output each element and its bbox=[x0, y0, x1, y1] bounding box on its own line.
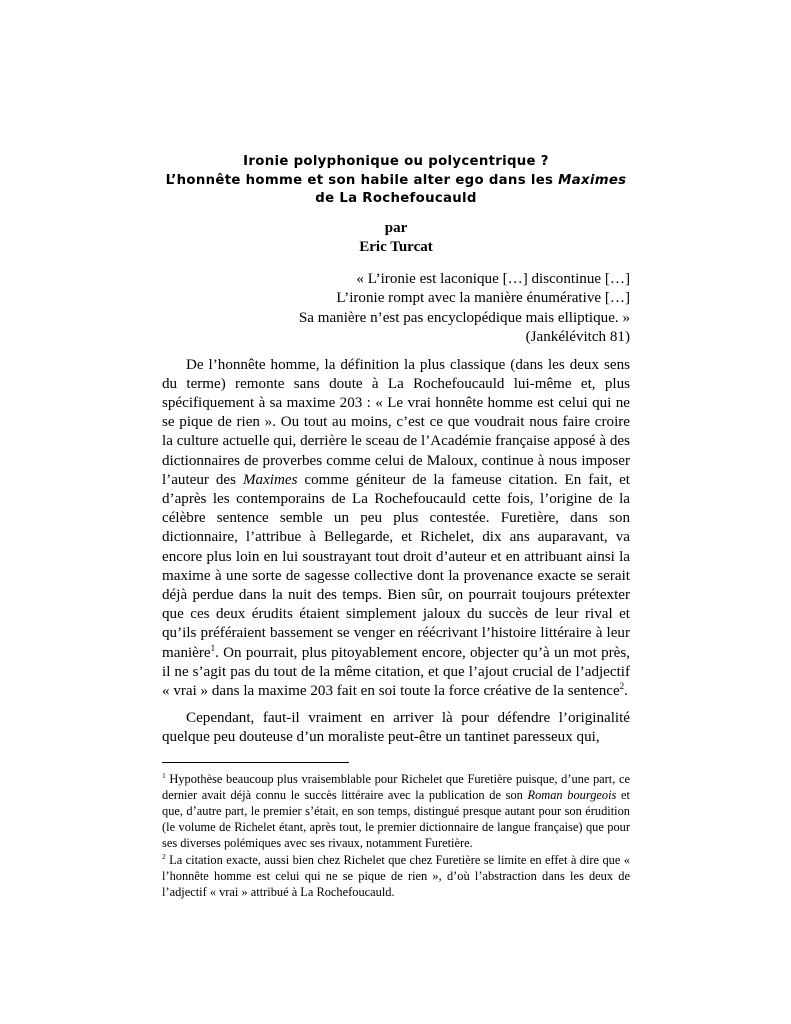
article-title bbox=[162, 153, 630, 209]
body-paragraph-1: De l’honnête homme, la définition la plus classique (dans les deux sens du terme) remonte sans doute à La Rochefoucauld lui-même et, plus spécifiquement à sa maxime 203 : « Le vrai honnête homme est celui qui ne se pique de rien ». Ou tout au moins, c’est ce que voudrait nous faire croire la culture actuelle qui, derrière le sceau de l’Académie française apposé à des dictionnaires de proverbes comme celui de Maloux, continue à nous imposer l’auteur des Maximes comme géniteur de la fameuse citation. En fait, et d’après les contemporains de La Rochefoucauld cette fois, l’origine de la célèbre sentence semble un peu plus contestée. Furetière, dans son dictionnaire, l’attribue à Bellegarde, et Richelet, dix ans auparavant, va encore plus loin en lui soustrayant tout droit d’auteur et en attribuant ainsi la maxime à une sorte de sagesse collective dont la provenance exacte se serait déjà perdue dans la nuit des temps. Bien sûr, on pourrait toujours prétexter que ces deux érudits étaient simplement jaloux du succès de leur rival et qu’ils préféraient bassement se venger en réécrivant l’histoire littéraire à leur manière$^1$. On pourrait, plus pitoyablement encore, objecter qu’à un mot près, il ne s’agit pas du tout de la même citation, et que l’ajout crucial de l’adjectif « vrai » dans la maxime 203 fait en soi toute la force créative de la sentence$^2$. bbox=[162, 356, 630, 699]
body-paragraph-2: Cependant, faut-il vraiment en arriver là pour défendre l’originalité quelque peu douteuse d’un moraliste peut-être un tantinet paresseux qui, bbox=[162, 710, 630, 746]
title-line-2: L’honnête homme et son habile alter ego dans les bbox=[165, 172, 559, 188]
author-name: Eric Turcat bbox=[359, 238, 433, 255]
title-maximes-italic: Maximes bbox=[558, 172, 627, 188]
footnote-2-mark: 2 bbox=[162, 851, 166, 861]
footnote-separator bbox=[162, 762, 349, 763]
title-line-3: de La Rochefoucauld bbox=[315, 191, 477, 206]
footnote-ref-1[interactable]: 1 bbox=[210, 642, 216, 653]
footnote-1: $^1$ Hypothèse beaucoup plus vraisemblable pour Richelet que Furetière puisque, d’une part, ce dernier avait déjà connu le succès littéraire avec la publication de son Roman bourgeois et que, d’autre part, le premier s’était, en son temps, distingué presque autant pour son érudition (le volume de Richelet étant, après tout, le premier dictionnaire de langue française) que pour ses diverses polémiques avec ses rivaux, notamment Furetière. bbox=[162, 770, 630, 851]
epigraph bbox=[162, 270, 630, 348]
title-line-1: Ironie polyphonique ou polycentrique ? bbox=[243, 154, 549, 169]
footnote-ref-2[interactable]: 2 bbox=[619, 680, 625, 691]
byline-par: par bbox=[384, 219, 408, 236]
epigraph-citation: (Jankélévitch 81) bbox=[525, 329, 630, 345]
epigraph-line: L’ironie rompt avec la manière énumérative […] bbox=[336, 290, 630, 306]
maximes-italic: Maximes bbox=[242, 471, 298, 488]
byline bbox=[162, 219, 630, 257]
footnotes bbox=[162, 771, 630, 901]
epigraph-line: « L’ironie est laconique […] discontinue […] bbox=[356, 270, 630, 287]
roman-bourgeois-italic: Roman bourgeois bbox=[527, 787, 617, 802]
footnote-1-mark: 1 bbox=[162, 770, 166, 780]
document-page bbox=[162, 153, 630, 900]
epigraph-line: Sa manière n’est pas encyclopédique mais elliptique. » bbox=[298, 309, 630, 326]
footnote-2: $^2$ La citation exacte, aussi bien chez Richelet que chez Furetière se limite en effet à dire que « l’honnête homme est celui qui ne se pique de rien », d’où l’abstraction dans les deux de l’adjectif « vrai » attribué à La Rochefoucauld. bbox=[162, 851, 630, 899]
